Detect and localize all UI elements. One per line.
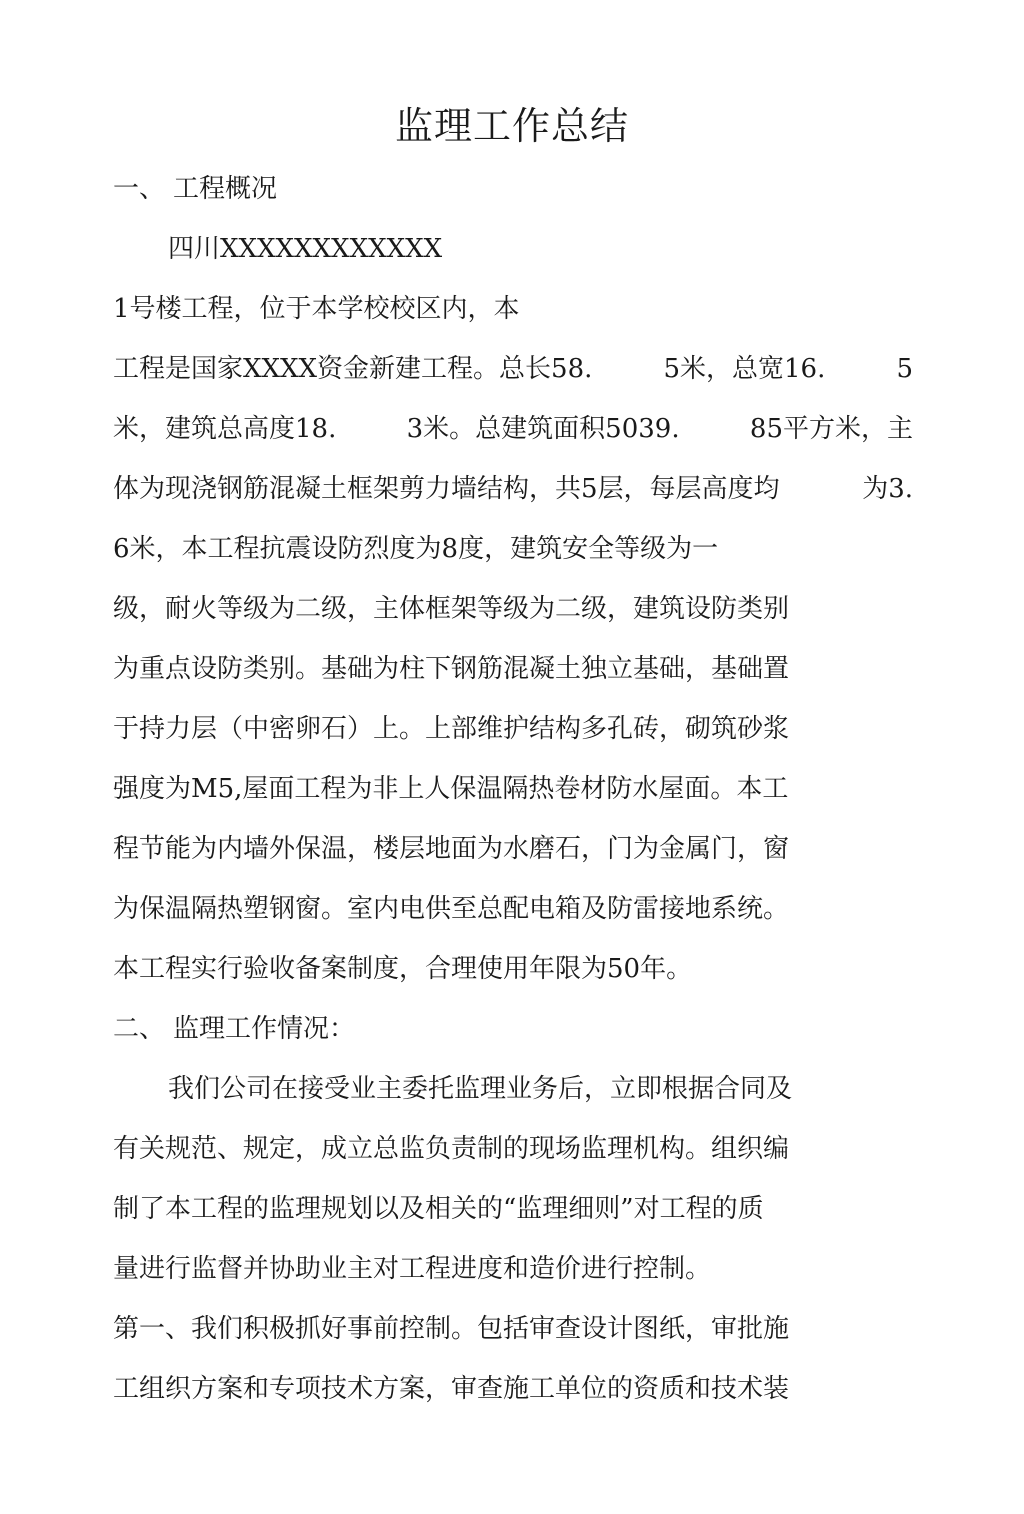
- paragraph-line-justified: [113, 351, 913, 387]
- document-title: 监理工作总结: [394, 104, 629, 148]
- paragraph-line: 量进行监督并协助业主对工程进度和造价进行控制。: [113, 1254, 712, 1284]
- paragraph-line: 工组织方案和专项技术方案，审查施工单位的资质和技术装: [113, 1374, 790, 1404]
- text-segment: 米，建筑总高度18.: [113, 414, 337, 444]
- paragraph-line: 我们公司在接受业主委托监理业务后，立即根据合同及: [168, 1074, 793, 1104]
- text-segment: 85平方米，主: [749, 414, 913, 444]
- section-heading-text: 工程概况: [173, 174, 278, 204]
- text-segment: 体为现浇钢筋混凝土框架剪力墙结构，共5层，每层高度均: [113, 474, 780, 504]
- paragraph-line: 第一、我们积极抓好事前控制。包括审查设计图纸，审批施: [113, 1314, 790, 1344]
- paragraph-line: 于持力层（中密卵石）上。上部维护结构多孔砖，砌筑砂浆: [113, 714, 790, 744]
- section-number: 二、: [113, 1014, 166, 1044]
- section-heading-text: 监理工作情况：: [173, 1014, 356, 1044]
- text-segment: 工程是国家XXXX资金新建工程。总长58.: [113, 354, 593, 384]
- paragraph-line: 程节能为内墙外保温，楼层地面为水磨石，门为金属门，窗: [113, 834, 790, 864]
- paragraph-line: 制了本工程的监理规划以及相关的“监理细则”对工程的质: [113, 1194, 764, 1224]
- paragraph-line: 6米，本工程抗震设防烈度为8度，建筑安全等级为一: [113, 534, 719, 564]
- paragraph-line: 本工程实行验收备案制度，合理使用年限为50年。: [113, 954, 693, 984]
- paragraph-line: 四川XXXXXXXXXXXX: [168, 234, 443, 264]
- section-number: 一、: [113, 174, 166, 204]
- section-heading-2: [113, 1011, 355, 1047]
- paragraph-line: 强度为M5,屋面工程为非上人保温隔热卷材防水屋面。本工: [113, 774, 789, 804]
- paragraph-line: 为重点设防类别。基础为柱下钢筋混凝土独立基础，基础置: [113, 654, 790, 684]
- paragraph-line-justified: [113, 471, 913, 507]
- section-heading-1: [113, 171, 277, 207]
- paragraph-line: 为保温隔热塑钢窗。室内电供至总配电箱及防雷接地系统。: [113, 894, 790, 924]
- paragraph-line: 有关规范、规定，成立总监负责制的现场监理机构。组织编: [113, 1134, 790, 1164]
- text-segment: 3米。总建筑面积5039.: [406, 414, 680, 444]
- paragraph-line: 1号楼工程，位于本学校校区内，本: [113, 294, 520, 324]
- text-segment: 为3.: [862, 474, 913, 504]
- paragraph-line-justified: [113, 411, 913, 447]
- text-segment: 5米，总宽16.: [663, 354, 826, 384]
- text-segment: 5: [896, 354, 913, 384]
- paragraph-line: 级，耐火等级为二级，主体框架等级为二级，建筑设防类别: [113, 594, 790, 624]
